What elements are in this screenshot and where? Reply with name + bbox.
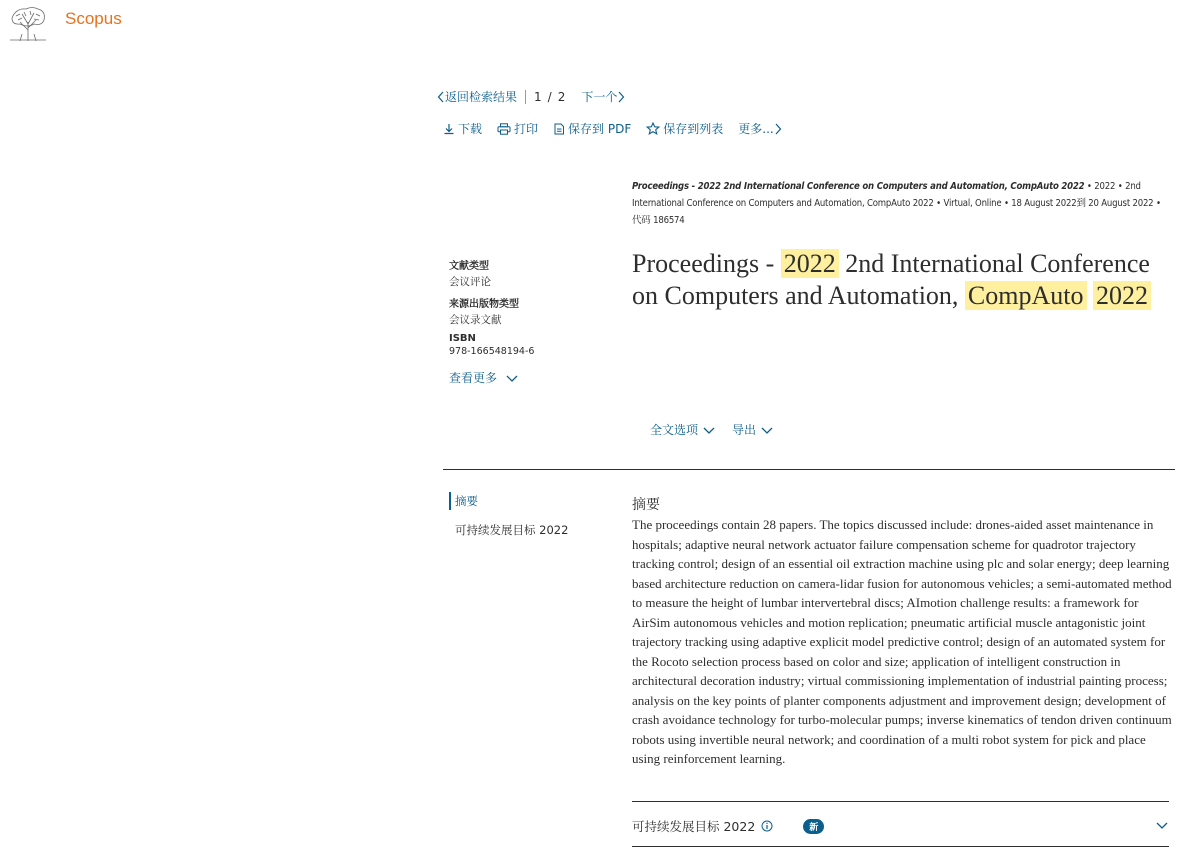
chevron-down-icon [702,425,716,435]
nav-item-sdg[interactable]: 可持续发展目标 2022 [455,523,569,537]
chevron-left-icon [437,91,445,103]
back-to-results-link[interactable] [437,88,517,105]
isbn-value: 978-166548194-6 [449,346,535,357]
title-highlight: 2022 [781,249,839,278]
divider [632,801,1169,802]
document-options [650,421,790,438]
pdf-icon [553,123,565,135]
printer-icon [497,123,511,135]
source-title-link[interactable]: Proceedings - 2022 2nd International Conference on Computers and Automation, CompAuto 2022 [632,181,1085,192]
export-label: 导出 [732,423,757,437]
see-more-button[interactable] [449,369,619,386]
next-result-link[interactable] [581,88,625,105]
section-nav [449,492,568,538]
abstract-text: The proceedings contain 28 papers. The topics discussed include: drones-aided asset maintenance in hospitals; adaptive neural network actuator failure compensation scheme for quadrotor trajectory tracking control; design of an essential oil extraction machine using plc and solar energy; deep learning based architecture reduction on camera-lidar fusion for autonomous vehicles; a semi-automated method to measure the height of lumbar intervertebral discs; AImotion challenge results: a framework for AirSim autonomous vehicles and motion replication; pneumatic artificial muscle antagonistic joint trajectory tracking using adaptive explicit model predictive control; design of an automated system for the Rocoto selection process based on color and size; application of intelligent construction in architectural decoration industry; virtual commissioning implementation of industrial painting process; analysis on the key points of planter components adjustment and improvement design; development of crash avoidance technology for turbo-molecular pumps; inverse kinematics of tendon driven continuum robots using invertible neural network; and coordination of a multi robot system for pick and place using reinforcement learning. [632,517,1172,766]
chevron-down-icon [505,373,519,383]
conference-location: Virtual, Online [943,198,1002,209]
divider [632,846,1169,847]
document-metadata [449,257,619,386]
elsevier-tree-icon[interactable] [8,4,48,42]
see-more-label: 查看更多 [449,371,498,385]
title-text-part: 2nd International Conference on Computers and Automation, [632,249,1150,310]
nav-item-abstract[interactable]: 摘要 [449,492,568,510]
export-button[interactable] [732,421,774,438]
download-button[interactable] [443,120,482,137]
print-label: 打印 [514,122,539,136]
full-text-options-button[interactable] [650,421,716,438]
title-highlight: 2022 [1093,281,1151,310]
new-badge: 新 [803,819,824,834]
download-icon [443,123,455,135]
conference-code: 代码 186574 [632,215,685,226]
document-toolbar [443,120,800,137]
document-title [632,248,1152,311]
document-type-label: 文献类型 [449,261,489,272]
source-type-label: 来源出版物类型 [449,299,519,310]
chevron-right-icon [774,123,782,135]
conference-name: 2nd International Conference on Computers and Automation, CompAuto 2022 [632,181,1141,209]
isbn-label: ISBN [449,333,476,344]
abstract-heading: 摘要 [632,497,660,513]
sdg-label: 可持续发展目标 2022 [632,819,756,834]
next-result-label: 下一个 [581,90,618,104]
index-slash: / [547,89,552,104]
conference-dates: 18 August 2022到 20 August 2022 [1011,198,1154,209]
save-pdf-button[interactable] [553,120,631,137]
star-icon [646,122,660,135]
save-pdf-label: 保存到 PDF [568,122,632,136]
document-type-value: 会议评论 [449,276,491,288]
save-to-list-button[interactable] [646,120,723,137]
download-label: 下载 [458,122,483,136]
total-results: 2 [557,89,566,104]
print-button[interactable] [497,120,538,137]
current-index: 1 [534,89,542,104]
title-highlight: CompAuto [965,281,1087,310]
chevron-down-icon[interactable] [1155,820,1169,830]
brand-name[interactable]: Scopus [65,9,122,28]
chevron-down-icon [760,425,774,435]
save-to-list-label: 保存到列表 [663,122,724,136]
back-to-results-label: 返回检索结果 [445,90,518,104]
more-button[interactable] [738,120,784,137]
source-type-value: 会议录文献 [449,314,502,326]
source-year: 2022 [1094,181,1116,192]
result-navigation [437,88,625,105]
source-info: Proceedings - 2022 2nd International Conference on Computers and Automation, CompAuto 2022 • 2022 • 2nd International Conference on Computers and Automation, CompAuto 2022 • Virtual, Online • 18 August 2022到 20 August 2022 • 代码 186574 [632,181,1161,226]
more-label: 更多... [738,122,774,136]
section-divider [443,469,1175,470]
info-icon[interactable] [761,820,773,832]
divider [525,90,526,104]
sdg-accordion[interactable] [632,812,1169,840]
full-text-options-label: 全文选项 [650,423,699,437]
title-text-part: Proceedings - [632,249,775,278]
chevron-right-icon [617,91,625,103]
